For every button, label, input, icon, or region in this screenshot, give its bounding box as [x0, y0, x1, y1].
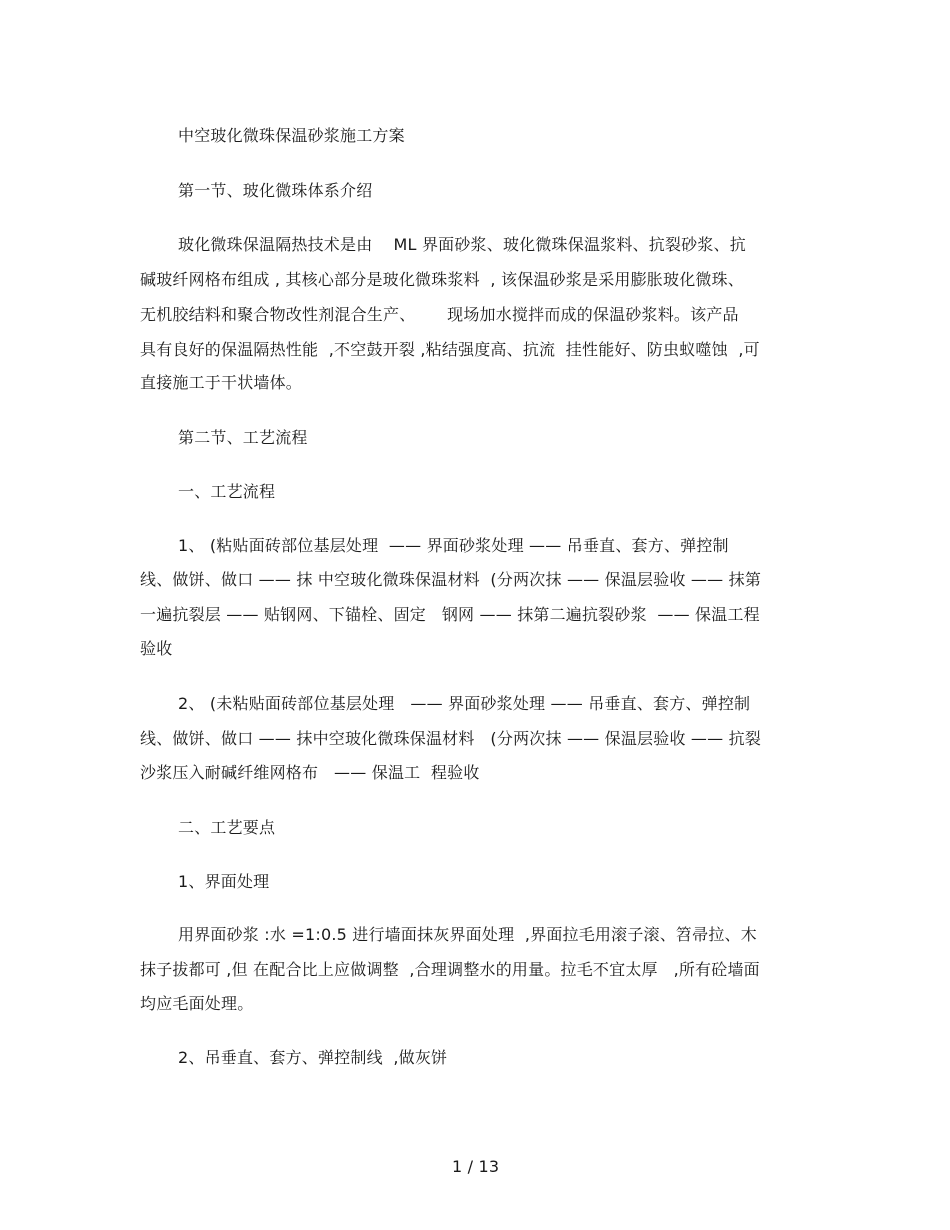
section-heading-2: 第二节、工艺流程 — [178, 428, 308, 447]
paragraph-line: 验收 — [140, 639, 173, 658]
paragraph-line: 抹子拔都可 ,但 在配合比上应做调整 ,合理调整水的用量。拉毛不宜太厚 ,所有砼墙面 — [140, 960, 760, 979]
paragraph-line: 玻化微珠保温隔热技术是由 ML 界面砂浆、玻化微珠保温浆料、抗裂砂浆、抗 — [178, 235, 746, 254]
paragraph-line: 具有良好的保温隔热性能 ,不空鼓开裂 ,粘结强度高、抗流 挂性能好、防虫蚁噬蚀 ,可 — [140, 340, 760, 359]
section-heading-1: 第一节、玻化微珠体系介绍 — [178, 181, 373, 200]
subheading: 二、工艺要点 — [178, 818, 276, 837]
paragraph-line: 直接施工于干状墙体。 — [140, 373, 303, 392]
paragraph-line: 线、做饼、做口 —— 抹 中空玻化微珠保温材料 (分两次抹 —— 保温层验收 —— 抹第 — [140, 570, 762, 589]
paragraph-line: 均应毛面处理。 — [140, 994, 254, 1013]
document-title: 中空玻化微珠保温砂浆施工方案 — [178, 126, 405, 145]
paragraph-line: 沙浆压入耐碱纤维网格布 —— 保温工 程验收 — [140, 763, 480, 782]
paragraph-line: 一遍抗裂层 —— 贴钢网、下锚栓、固定 钢网 —— 抹第二遍抗裂砂浆 —— 保温工程 — [140, 605, 760, 624]
page-number: 1 / 13 — [452, 1157, 500, 1176]
paragraph-line: 无机胶结料和聚合物改性剂混合生产、 现场加水搅拌而成的保温砂浆料。该产品 — [140, 305, 739, 324]
point-heading: 2、吊垂直、套方、弹控制线 ,做灰饼 — [178, 1048, 448, 1067]
paragraph-line: 用界面砂浆 :水 =1:0.5 进行墙面抹灰界面处理 ,界面拉毛用滚子滚、笤帚拉、木 — [178, 925, 757, 944]
paragraph-line: 线、做饼、做口 —— 抹中空玻化微珠保温材料 (分两次抹 —— 保温层验收 —— 抗裂 — [140, 729, 762, 748]
paragraph-line: 碱玻纤网格布组成 , 其核心部分是玻化微珠浆料 , 该保温砂浆是采用膨胀玻化微珠、 — [140, 270, 745, 289]
paragraph-line: 2、 (未粘贴面砖部位基层处理 —— 界面砂浆处理 —— 吊垂直、套方、弹控制 — [178, 694, 751, 713]
point-heading: 1、界面处理 — [178, 872, 270, 891]
subheading: 一、工艺流程 — [178, 482, 276, 501]
paragraph-line: 1、 (粘贴面砖部位基层处理 —— 界面砂浆处理 —— 吊垂直、套方、弹控制 — [178, 536, 729, 555]
